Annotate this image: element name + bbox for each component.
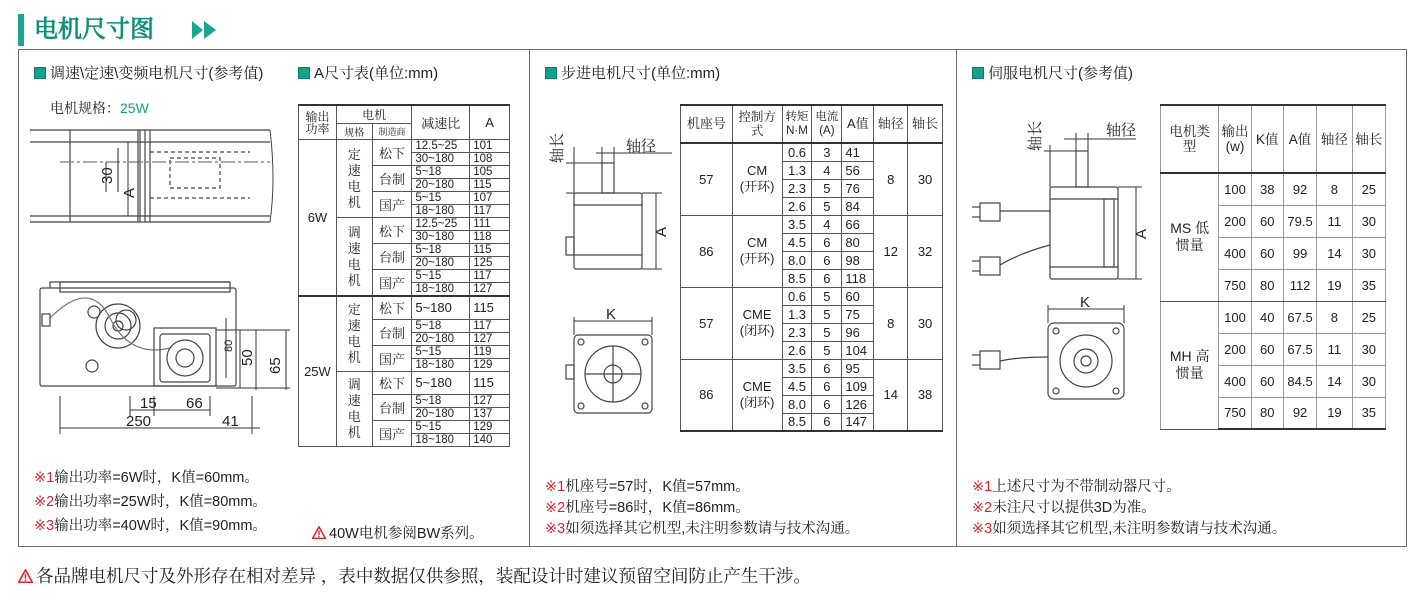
servo-value-cell: 8 (1317, 301, 1352, 333)
step-len-cell: 30 (908, 143, 943, 215)
servo-table-row (1161, 173, 1386, 205)
a-table-note: 40W电机参阅BW系列。 (312, 525, 484, 544)
step-header-cell: 轴径 (874, 105, 908, 143)
servo-value-cell: 100 (1219, 173, 1251, 205)
h-spec: 规格 (336, 124, 372, 140)
svg-text:65: 65 (267, 357, 284, 374)
servo-value-cell: 30 (1352, 205, 1385, 237)
step-table-row (681, 359, 943, 377)
svg-text:30: 30 (99, 167, 116, 184)
servo-value-cell: 25 (1352, 173, 1385, 205)
a-ratio-cell: 5~18 (412, 244, 470, 257)
servo-value-cell: 19 (1317, 397, 1352, 429)
servo-value-cell: 14 (1317, 237, 1352, 269)
section-atable-heading: A尺寸表(单位:mm) (298, 64, 438, 84)
step-value-cell: 1.3 (782, 305, 812, 323)
square-bullet-icon (972, 67, 984, 79)
servo-value-cell: 80 (1251, 397, 1283, 429)
svg-text:轴长: 轴长 (1027, 120, 1044, 151)
h-maker: 制造商 (372, 124, 412, 140)
section-ac-heading: 调速\定速\变频电机尺寸(参考值) (34, 64, 263, 84)
svg-text:15: 15 (140, 395, 157, 412)
svg-text:50: 50 (239, 349, 256, 366)
a-ratio-cell: 20~180 (412, 179, 470, 192)
a-maker-cell: 松下 (372, 371, 412, 394)
a-ratio-cell: 20~180 (412, 257, 470, 270)
servo-value-cell: 84.5 (1283, 365, 1316, 397)
servo-header-cell: 输出(w) (1219, 105, 1251, 173)
servo-header-cell: K值 (1251, 105, 1283, 173)
servo-value-cell: 100 (1219, 301, 1251, 333)
servo-note-3: ※3如须选择其它机型,未注明参数请与技术沟通。 (972, 521, 1287, 537)
a-maker-cell: 台制 (372, 319, 412, 345)
step-value-cell: 6 (812, 413, 842, 431)
a-ratio-cell: 12.5~25 (412, 218, 470, 231)
step-value-cell: 104 (842, 341, 874, 359)
step-table-row (681, 215, 943, 233)
a-maker-cell: 国产 (372, 270, 412, 297)
step-value-cell: 96 (842, 323, 874, 341)
a-value-cell: 101 (470, 140, 510, 153)
step-len-cell: 38 (908, 359, 943, 431)
step-ctrl-cell: CME (闭环) (732, 359, 782, 431)
a-maker-cell: 松下 (372, 140, 412, 166)
servo-value-cell: 40 (1251, 301, 1283, 333)
a-type-cell: 调速电机 (336, 371, 372, 446)
step-value-cell: 3 (812, 143, 842, 161)
servo-value-cell: 25 (1352, 301, 1385, 333)
step-frame-cell: 86 (681, 215, 733, 287)
step-value-cell: 75 (842, 305, 874, 323)
motor-spec: 电机规格：25W (50, 100, 149, 116)
servo-value-cell: 38 (1251, 173, 1283, 205)
step-value-cell: 4 (812, 215, 842, 233)
step-value-cell: 8.5 (782, 413, 812, 431)
servo-value-cell: 30 (1352, 365, 1385, 397)
step-shaft-cell: 8 (874, 287, 908, 359)
a-type-cell: 定速电机 (336, 296, 372, 371)
servo-type-cell: MS 低惯量 (1161, 173, 1219, 301)
step-value-cell: 0.6 (782, 287, 812, 305)
servo-value-cell: 35 (1352, 269, 1385, 301)
servo-note-2: ※2未注尺寸以提供3D为准。 (972, 500, 1156, 516)
a-value-cell: 117 (470, 270, 510, 283)
servo-value-cell: 750 (1219, 269, 1251, 301)
svg-text:轴径: 轴径 (1106, 122, 1137, 139)
a-value-cell: 115 (470, 244, 510, 257)
a-value-cell: 107 (470, 192, 510, 205)
stepper-table (680, 104, 943, 432)
servo-table (1160, 104, 1386, 430)
servo-value-cell: 750 (1219, 397, 1251, 429)
svg-text:250: 250 (126, 413, 152, 430)
servo-value-cell: 67.5 (1283, 301, 1316, 333)
a-value-cell: 111 (470, 218, 510, 231)
a-ratio-cell: 30~180 (412, 153, 470, 166)
a-ratio-cell: 5~180 (412, 296, 470, 319)
divider-2 (956, 49, 957, 547)
servo-value-cell: 200 (1219, 205, 1251, 237)
a-ratio-cell: 20~180 (412, 332, 470, 345)
section-servo-heading: 伺服电机尺寸(参考值) (972, 64, 1133, 84)
servo-value-cell: 92 (1283, 397, 1316, 429)
servo-motor-drawing (968, 115, 1154, 415)
servo-value-cell: 19 (1317, 269, 1352, 301)
step-value-cell: 66 (842, 215, 874, 233)
step-header-cell: 电流(A) (812, 105, 842, 143)
step-value-cell: 2.6 (782, 197, 812, 215)
step-frame-cell: 57 (681, 287, 733, 359)
a-value-cell: 129 (470, 420, 510, 433)
step-value-cell: 6 (812, 395, 842, 413)
divider-1 (529, 49, 530, 547)
step-value-cell: 8.5 (782, 269, 812, 287)
step-value-cell: 2.6 (782, 341, 812, 359)
servo-value-cell: 14 (1317, 365, 1352, 397)
servo-value-cell: 80 (1251, 269, 1283, 301)
warning-icon (312, 526, 326, 539)
servo-value-cell: 112 (1283, 269, 1316, 301)
a-ratio-cell: 5~15 (412, 192, 470, 205)
step-value-cell: 5 (812, 341, 842, 359)
step-ctrl-cell: CM (开环) (732, 215, 782, 287)
title-accent-bar (18, 14, 24, 46)
step-ctrl-cell: CM (开环) (732, 143, 782, 215)
step-value-cell: 118 (842, 269, 874, 287)
a-value-cell: 105 (470, 166, 510, 179)
step-len-cell: 30 (908, 287, 943, 359)
step-note-2: ※2机座号=86时，K值=86mm。 (545, 500, 750, 516)
step-value-cell: 76 (842, 179, 874, 197)
step-value-cell: 6 (812, 359, 842, 377)
a-ratio-cell: 5~18 (412, 394, 470, 407)
svg-text:80: 80 (223, 339, 235, 352)
page-title: 电机尺寸图 (34, 16, 154, 43)
step-note-1: ※1机座号=57时，K值=57mm。 (545, 479, 750, 495)
ac-note-1: ※1输出功率=6W时，K值=60mm。 (34, 470, 259, 486)
step-value-cell: 95 (842, 359, 874, 377)
step-value-cell: 2.3 (782, 323, 812, 341)
a-ratio-cell: 5~15 (412, 420, 470, 433)
servo-value-cell: 11 (1317, 333, 1352, 365)
servo-value-cell: 60 (1251, 333, 1283, 365)
ac-note-2: ※2输出功率=25W时，K值=80mm。 (34, 494, 267, 510)
svg-text:A: A (653, 226, 670, 237)
a-value-cell: 125 (470, 257, 510, 270)
step-value-cell: 5 (812, 305, 842, 323)
step-value-cell: 60 (842, 287, 874, 305)
step-value-cell: 56 (842, 161, 874, 179)
a-maker-cell: 台制 (372, 166, 412, 192)
svg-text:A: A (121, 187, 138, 198)
svg-text:A: A (1133, 228, 1150, 239)
step-ctrl-cell: CME (闭环) (732, 287, 782, 359)
a-value-cell: 127 (470, 394, 510, 407)
a-maker-cell: 国产 (372, 345, 412, 371)
step-value-cell: 8.0 (782, 251, 812, 269)
square-bullet-icon (298, 67, 310, 79)
step-value-cell: 3.5 (782, 215, 812, 233)
servo-value-cell: 60 (1251, 237, 1283, 269)
a-value-cell: 137 (470, 407, 510, 420)
servo-value-cell: 30 (1352, 333, 1385, 365)
double-arrow-icon (190, 18, 222, 42)
a-ratio-cell: 12.5~25 (412, 140, 470, 153)
step-frame-cell: 86 (681, 359, 733, 431)
a-maker-cell: 松下 (372, 296, 412, 319)
servo-value-cell: 400 (1219, 365, 1251, 397)
servo-header-cell: 电机类型 (1161, 105, 1219, 173)
step-value-cell: 2.3 (782, 179, 812, 197)
a-type-cell: 定速电机 (336, 140, 372, 218)
step-frame-cell: 57 (681, 143, 733, 215)
step-table-row (681, 287, 943, 305)
step-value-cell: 0.6 (782, 143, 812, 161)
step-value-cell: 41 (842, 143, 874, 161)
step-shaft-cell: 12 (874, 215, 908, 287)
step-value-cell: 5 (812, 179, 842, 197)
step-value-cell: 84 (842, 197, 874, 215)
svg-text:K: K (606, 306, 617, 323)
svg-text:轴径: 轴径 (626, 138, 657, 155)
step-value-cell: 6 (812, 251, 842, 269)
servo-table-row (1161, 301, 1386, 333)
a-ratio-cell: 20~180 (412, 407, 470, 420)
step-value-cell: 109 (842, 377, 874, 395)
step-value-cell: 126 (842, 395, 874, 413)
warning-icon (18, 569, 33, 583)
h-ratio: 减速比 (412, 105, 470, 140)
step-shaft-cell: 8 (874, 143, 908, 215)
svg-text:66: 66 (186, 395, 203, 412)
a-power-cell: 25W (299, 296, 337, 446)
servo-header-cell: A值 (1283, 105, 1316, 173)
footer-note: 各品牌电机尺寸及外形存在相对差异 ，表中数据仅供参照，装配设计时建议预留空间防止产生干涉。 (18, 564, 811, 588)
step-value-cell: 6 (812, 377, 842, 395)
a-maker-cell: 台制 (372, 394, 412, 420)
h-motor: 电机 (336, 105, 411, 124)
a-value-cell: 117 (470, 205, 510, 218)
section-step-heading: 步进电机尺寸(单位:mm) (545, 64, 720, 84)
a-value-cell: 115 (470, 371, 510, 394)
h-power: 输出功率 (299, 105, 337, 140)
step-value-cell: 3.5 (782, 359, 812, 377)
servo-value-cell: 92 (1283, 173, 1316, 205)
step-value-cell: 5 (812, 323, 842, 341)
a-maker-cell: 国产 (372, 192, 412, 218)
step-shaft-cell: 14 (874, 359, 908, 431)
a-value-cell: 118 (470, 231, 510, 244)
step-value-cell: 6 (812, 269, 842, 287)
step-note-3: ※3如须选择其它机型,未注明参数请与技术沟通。 (545, 521, 860, 537)
a-ratio-cell: 5~18 (412, 319, 470, 332)
servo-header-cell: 轴径 (1317, 105, 1352, 173)
step-value-cell: 80 (842, 233, 874, 251)
servo-value-cell: 400 (1219, 237, 1251, 269)
a-dimension-table (298, 104, 510, 447)
a-table-row (299, 296, 510, 319)
a-value-cell: 117 (470, 319, 510, 332)
a-ratio-cell: 18~180 (412, 433, 470, 446)
a-maker-cell: 松下 (372, 218, 412, 244)
servo-note-1: ※1上述尺寸为不带制动器尺寸。 (972, 479, 1181, 495)
a-value-cell: 140 (470, 433, 510, 446)
step-value-cell: 1.3 (782, 161, 812, 179)
a-value-cell: 127 (470, 332, 510, 345)
svg-text:K: K (1080, 294, 1091, 311)
step-value-cell: 5 (812, 287, 842, 305)
square-bullet-icon (545, 67, 557, 79)
h-a: A (470, 105, 510, 140)
step-value-cell: 6 (812, 233, 842, 251)
a-ratio-cell: 18~180 (412, 205, 470, 218)
a-value-cell: 119 (470, 345, 510, 358)
servo-value-cell: 30 (1352, 237, 1385, 269)
step-table-row (681, 143, 943, 161)
step-header-cell: 轴长 (908, 105, 943, 143)
a-value-cell: 129 (470, 358, 510, 371)
servo-value-cell: 60 (1251, 365, 1283, 397)
svg-text:41: 41 (222, 413, 239, 430)
servo-value-cell: 200 (1219, 333, 1251, 365)
step-len-cell: 32 (908, 215, 943, 287)
step-header-cell: A值 (842, 105, 874, 143)
a-value-cell: 127 (470, 283, 510, 297)
ac-note-3: ※3输出功率=40W时，K值=90mm。 (34, 518, 267, 534)
servo-value-cell: 11 (1317, 205, 1352, 237)
a-power-cell: 6W (299, 140, 337, 297)
step-value-cell: 5 (812, 197, 842, 215)
a-ratio-cell: 18~180 (412, 283, 470, 297)
servo-value-cell: 79.5 (1283, 205, 1316, 237)
a-value-cell: 108 (470, 153, 510, 166)
a-ratio-cell: 18~180 (412, 358, 470, 371)
a-ratio-cell: 5~180 (412, 371, 470, 394)
servo-value-cell: 8 (1317, 173, 1352, 205)
servo-header-cell: 轴长 (1352, 105, 1385, 173)
a-maker-cell: 台制 (372, 244, 412, 270)
servo-value-cell: 67.5 (1283, 333, 1316, 365)
a-table-row (299, 140, 510, 153)
step-value-cell: 4.5 (782, 377, 812, 395)
step-header-cell: 机座号 (681, 105, 733, 143)
step-value-cell: 98 (842, 251, 874, 269)
step-value-cell: 8.0 (782, 395, 812, 413)
a-ratio-cell: 30~180 (412, 231, 470, 244)
servo-value-cell: 60 (1251, 205, 1283, 237)
svg-text:轴长: 轴长 (549, 132, 566, 163)
step-value-cell: 4.5 (782, 233, 812, 251)
a-type-cell: 调速电机 (336, 218, 372, 297)
servo-value-cell: 99 (1283, 237, 1316, 269)
a-ratio-cell: 5~15 (412, 345, 470, 358)
a-ratio-cell: 5~18 (412, 166, 470, 179)
a-ratio-cell: 5~15 (412, 270, 470, 283)
a-maker-cell: 国产 (372, 420, 412, 446)
servo-value-cell: 35 (1352, 397, 1385, 429)
ac-motor-drawing (30, 118, 290, 438)
square-bullet-icon (34, 67, 46, 79)
stepper-motor-drawing (544, 125, 674, 425)
step-value-cell: 147 (842, 413, 874, 431)
step-value-cell: 4 (812, 161, 842, 179)
servo-type-cell: MH 高惯量 (1161, 301, 1219, 429)
step-header-cell: 转矩N·M (782, 105, 812, 143)
a-value-cell: 115 (470, 179, 510, 192)
a-value-cell: 115 (470, 296, 510, 319)
step-header-cell: 控制方式 (732, 105, 782, 143)
